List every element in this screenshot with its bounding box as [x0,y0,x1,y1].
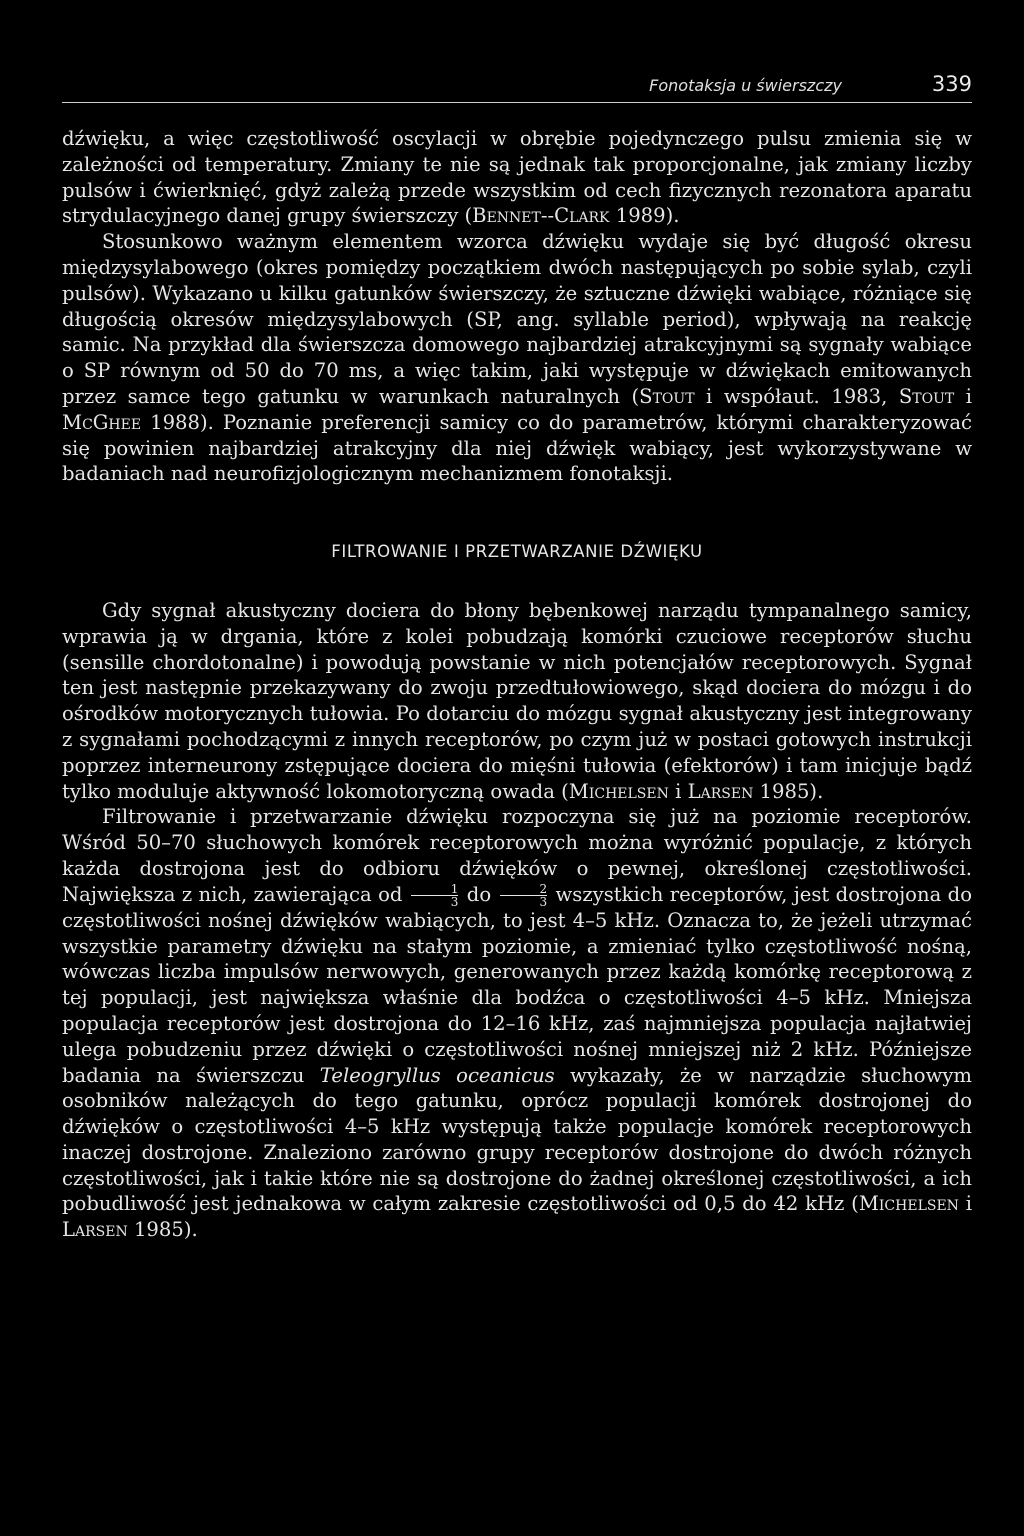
citation-author: Larsen [687,779,754,803]
citation-author: Larsen [62,1218,128,1242]
fraction-numerator: 1 [450,881,459,896]
paragraph-2 [62,229,972,487]
text-run: 1988). Poznanie preferencji samicy co do parametrów, którymi charakteryzować się powinien najbardziej atrakcyjny dla niej dźwięk wabiący, jest wykorzystywane w badaniach nad neurofizjologicznym mechanizmem fonotaksji. [62,410,972,486]
body-text [62,126,972,1243]
text-run: i [954,384,972,408]
citation-author: Bennet--Clark [472,204,610,228]
running-title: Fonotaksja u świerszczy [649,76,842,95]
fraction-numerator: 2 [539,881,548,896]
citation-author: Michelsen [568,779,669,803]
text-run: Gdy sygnał akustyczny dociera do błony bębenkowej narządu tympanalnego samicy, wprawia ją w drgania, które z kolei pobudzają komórki czuciowe receptorów słuchu (sensille chordotonalne) i powodują powstanie w nich potencjałów receptorowych. Sygnał ten jest następnie przekazywany do zwoju przedtułowiowego, skąd dociera do mózgu i do ośrodków motorycznych tułowia. Po dotarciu do mózgu sygnał akustyczny jest integrowany z sygnałami pochodzącymi z innych receptorów, po czym już w postaci gotowych instrukcji poprzez interneurony zstępujące dociera do mięśni tułowia (efektorów) i tam inicjuje bądź tylko moduluje aktywność lokomotoryczną owada ( [62,598,972,803]
fraction-two-thirds [500,883,548,908]
species-name: Teleogryllus oceanicus [319,1063,555,1087]
fraction-one-third [411,883,459,908]
section-heading: FILTROWANIE I PRZETWARZANIE DŹWIĘKU [331,542,703,562]
text-run: i [958,1192,973,1216]
citation-author: Michelsen [858,1192,959,1216]
fraction-denominator: 3 [411,895,459,908]
text-run: wszystkich receptorów, jest dostrojona do częstotliwości nośnej dźwięków wabiących, to jest 4–5 kHz. Oznacza to, że jeżeli utrzymać wszystkie parametry dźwięku na stałym poziomie, a zmieniać tylko częstotliwość nośną, wówczas liczba impulsów nerwowych, generowanych przez każdą komórkę receptorową z tej populacji, jest największa właśnie dla bodźca o częstotliwości 4–5 kHz. Mniejsza populacja receptorów jest dostrojona do 12–16 kHz, zaś najmniejsza populacja najłatwiej ulega pobudzeniu przez dźwięki o częstotliwości nośnej mniejszej niż 2 kHz. Późniejsze badania na świerszczu [62,882,972,1087]
citation-author: Stout [639,384,695,408]
paragraph-3 [62,598,972,804]
paragraph-4 [62,804,972,1243]
text-run: dźwięku, a więc częstotliwość oscylacji w obrębie pojedynczego pulsu zmienia się w zależności od temperatury. Zmiany te nie są jednak tak proporcjonalne, jak zmiany liczby pulsów i ćwierknięć, gdyż zależą przede wszystkim od cech fizycznych rezonatora aparatu strydulacyjnego danej grupy świerszczy ( [62,127,972,228]
text-run: i [668,779,688,803]
text-run: wykazały, że w narządzie słuchowym osobników należących do tego gatunku, oprócz populacji komórek dostrojonej do dźwięków o częstotliwości 4–5 kHz występują także populacje komórek receptorowych inaczej dostrojone. Znaleziono zarówno grupy receptorów dostrojone do dwóch różnych częstotliwości, jak i takie które nie są dostrojone do żadnej określonej częstotliwości, a ich pobudliwość jest jednakowa w całym zakresie częstotliwości od 0,5 do 42 kHz ( [62,1063,973,1216]
text-run: 1985). [753,779,824,803]
text-run: Filtrowanie i przetwarzanie dźwięku rozpoczyna się już na poziomie receptorów. Wśród 50–70 słuchowych komórek receptorowych można wyróżnić populacje, z których każda dostrojona jest do odbioru dźwięków o pewnej, określonej częstotliwości. Największa z nich, zawierająca od [62,805,972,906]
fraction-denominator: 3 [500,895,548,908]
text-run: do [460,882,498,906]
citation-author: Stout [898,384,955,408]
text-run: 1989). [609,204,680,228]
citation-author: McGhee [62,410,142,434]
running-header [62,72,972,103]
text-run: Stosunkowo ważnym elementem wzorca dźwięku wydaje się być długość okresu międzysylabowego (okres pomiędzy początkiem dwóch następujących po sobie sylab, czyli pulsów). Wykazano u kilku gatunków świerszczy, że sztuczne dźwięki wabiące, różniące się długością okresów międzysylabowych (SP, ang. syllable period), wpływają na reakcję samic. Na przykład dla świerszcza domowego najbardziej atrakcyjnymi są sygnały wabiące o SP równym od 50 do 70 ms, a więc takim, jaki występuje w dźwiękach emitowanych przez samce tego gatunku w warunkach naturalnych ( [62,230,972,408]
paragraph-1 [62,126,972,229]
page-number: 339 [931,72,972,96]
text-run: 1985). [127,1218,198,1242]
text-run: i współaut. 1983, [694,384,899,408]
